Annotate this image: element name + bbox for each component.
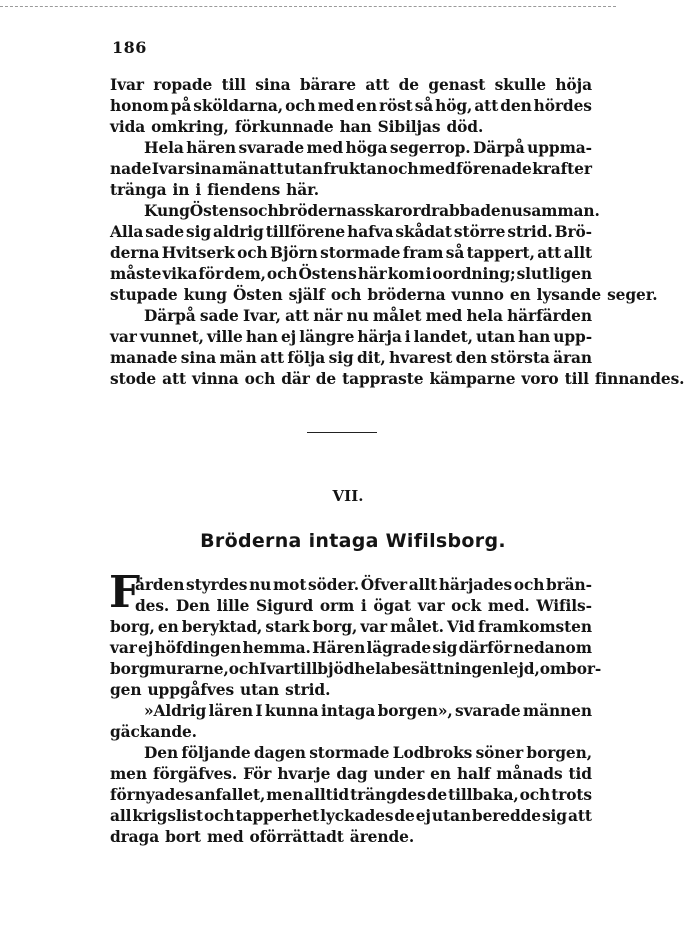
text-line: derna Hvitserk och Björn stormade fram så tappert, att allt [110, 244, 592, 262]
page-number: 186 [112, 38, 147, 57]
text-line: Hela hären svarade med höga segerrop. Därpå uppma- [144, 139, 592, 157]
text-line: gen uppgåfves utan strid. [110, 681, 331, 699]
text-line: manade sina män att följa sig dit, hvarest den största äran [110, 349, 592, 367]
body-text-chapter [110, 575, 602, 848]
text-line: »Aldrig lären I kunna intaga borgen», svarade männen [144, 702, 592, 720]
section-divider [307, 432, 377, 433]
text-line: förnyades anfallet, men alltid trängdes de tillbaka, och trots [110, 786, 592, 804]
text-line: honom på sköldarna, och med en röst så hög, att den hördes [110, 97, 592, 115]
text-line: tränga in i fiendens här. [110, 181, 319, 199]
text-line: borgmurarne, och Ivar tillbjöd hela besättningen lejd, om bor- [110, 660, 602, 678]
text-line: nade Ivar sina män att utan fruktan och med förenade krafter [110, 160, 592, 178]
text-line: var vunnet, ville han ej längre härja i landet, utan han upp- [110, 328, 592, 346]
text-line: stode att vinna och där de tappraste kämparne voro till finnandes. [110, 370, 684, 388]
text-line: stupade kung Östen själf och bröderna vunno en lysande seger. [110, 286, 658, 304]
top-border-rule [0, 6, 616, 7]
text-line: borg, en beryktad, stark borg, var målet. Vid framkomsten [110, 618, 592, 636]
text-line: draga bort med oförrättadt ärende. [110, 828, 415, 846]
text-line: all krigslist och tapperhet lyckades de ej utan beredde sig att [110, 807, 592, 825]
chapter-title: Bröderna intaga Wifilsborg. [200, 530, 506, 552]
text-line: Därpå sade Ivar, att när nu målet med hela härfärden [144, 307, 592, 325]
text-line: måste vika för dem, och Östens här kom i oordning; slutligen [110, 265, 592, 283]
text-line: ärden styrdes nu mot söder. Öfver allt härjades och brän- [135, 576, 592, 594]
text-line: var ej höfdingen hemma. Hären lägrade sig därför nedanom [110, 639, 592, 657]
text-line: Ivar ropade till sina bärare att de genast skulle höja [110, 76, 592, 94]
drop-cap: F [109, 567, 141, 618]
text-line: des. Den lille Sigurd orm i ögat var ock med. Wifils- [135, 597, 592, 615]
text-line: Alla sade sig aldrig tillförene hafva skådat större strid. Brö- [110, 223, 592, 241]
chapter-number: VII. [332, 487, 364, 505]
text-line: men förgäfves. För hvarje dag under en half månads tid [110, 765, 592, 783]
body-text-top [110, 75, 684, 390]
text-line: Den följande dagen stormade Lodbroks söner borgen, [144, 744, 592, 762]
text-line: gäckande. [110, 723, 197, 741]
text-line: vida omkring, förkunnade han Sibiljas död. [110, 118, 484, 136]
text-line: Kung Östens och brödernas skaror drabbade nu samman. [144, 202, 600, 220]
